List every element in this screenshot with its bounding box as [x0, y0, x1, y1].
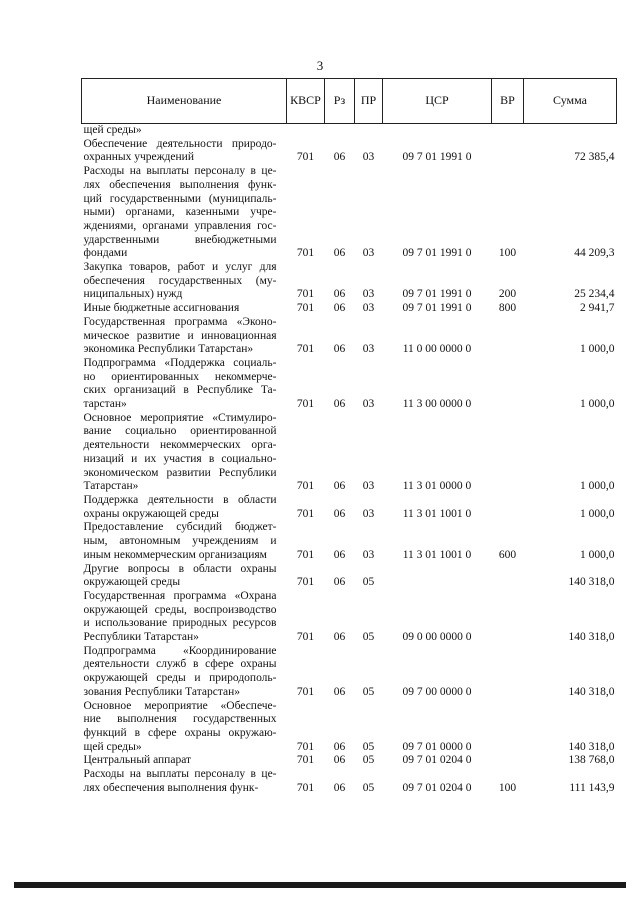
row-pr: 05 — [362, 781, 375, 794]
row-rz: 06 — [333, 754, 346, 767]
row-vr — [492, 138, 524, 165]
row-name-line: Государственная программа «Эконо- — [83, 315, 277, 328]
row-name — [82, 124, 287, 138]
table-row — [82, 645, 617, 700]
row-name-line: Обеспечение деятельности природо- — [83, 137, 277, 150]
row-pr: 03 — [362, 302, 375, 315]
row-name-line: Закупка товаров, работ и услуг для — [83, 261, 277, 274]
row-name-line: щей среды» — [83, 124, 142, 136]
row-name-line: низаций и их участия в социально- — [83, 452, 277, 465]
row-sum: 140 318,0 — [568, 685, 615, 698]
row-pr: 03 — [362, 480, 375, 493]
row-name-line: Подпрограмма «Поддержка социаль- — [83, 356, 277, 369]
row-csr: 11 3 01 1001 0 — [402, 507, 472, 520]
row-name — [82, 700, 287, 755]
row-name-line: Иные бюджетные ассигнования — [83, 302, 240, 315]
row-vr — [492, 700, 524, 755]
row-vr — [492, 357, 524, 412]
row-vr — [492, 316, 524, 357]
row-sum: 1 000,0 — [580, 398, 615, 411]
row-name-line: Предоставление субсидий бюджет- — [83, 521, 277, 534]
row-sum — [524, 124, 617, 138]
row-name-line: Основное мероприятие «Стимулиро- — [83, 411, 277, 424]
budget-table-wrapper — [81, 78, 616, 795]
row-vr: 600 — [498, 548, 517, 561]
table-row — [82, 768, 617, 795]
row-sum: 25 234,4 — [574, 288, 615, 301]
row-vr — [492, 563, 524, 590]
row-kvsr: 701 — [296, 740, 315, 753]
table-row — [82, 754, 617, 768]
table-row — [82, 521, 617, 562]
row-rz: 06 — [333, 685, 346, 698]
row-csr: 09 7 01 1991 0 — [402, 151, 472, 164]
row-pr: 05 — [362, 740, 375, 753]
row-name-line: и использование природных ресурсов — [83, 617, 277, 630]
row-name-line: охранных учреждений — [83, 151, 194, 164]
row-kvsr: 701 — [296, 288, 315, 301]
row-csr: 11 3 01 1001 0 — [402, 548, 472, 561]
row-vr — [492, 754, 524, 768]
row-csr: 11 3 00 0000 0 — [402, 398, 472, 411]
row-sum: 140 318,0 — [568, 631, 615, 644]
row-name — [82, 316, 287, 357]
row-csr: 09 7 01 1991 0 — [402, 302, 472, 315]
row-sum: 2 941,7 — [580, 302, 615, 315]
table-row — [82, 124, 617, 138]
row-name-line: ниципальных) нужд — [83, 288, 183, 301]
table-row — [82, 590, 617, 645]
row-name-line: ций государственными (муниципаль- — [83, 192, 277, 205]
row-rz — [325, 124, 355, 138]
row-csr: 11 3 01 0000 0 — [402, 480, 472, 493]
row-kvsr: 701 — [296, 480, 315, 493]
row-name-line: щей среды» — [83, 740, 142, 753]
header-csr: ЦСР — [383, 79, 492, 124]
row-csr: 09 0 00 0000 0 — [402, 631, 472, 644]
row-vr: 800 — [498, 302, 517, 315]
row-csr: 11 0 00 0000 0 — [402, 343, 472, 356]
row-sum: 1 000,0 — [580, 343, 615, 356]
row-pr: 03 — [362, 398, 375, 411]
table-row — [82, 302, 617, 316]
row-pr: 03 — [362, 507, 375, 520]
row-csr — [383, 124, 492, 138]
row-rz: 06 — [333, 288, 346, 301]
row-name — [82, 563, 287, 590]
row-name-line: вание социально ориентированной — [83, 425, 277, 438]
row-rz: 06 — [333, 631, 346, 644]
row-kvsr: 701 — [296, 631, 315, 644]
table-row — [82, 494, 617, 521]
row-rz: 06 — [333, 576, 346, 589]
header-sum: Сумма — [524, 79, 617, 124]
row-name — [82, 261, 287, 302]
row-vr — [492, 590, 524, 645]
row-name — [82, 412, 287, 494]
row-kvsr — [287, 124, 325, 138]
row-sum: 138 768,0 — [568, 754, 615, 767]
row-name-line: обеспечения государственных (му- — [83, 274, 277, 287]
row-vr: 200 — [498, 288, 517, 301]
row-name-line: мическое развитие и инновационная — [83, 329, 277, 342]
row-pr: 03 — [362, 548, 375, 561]
row-kvsr: 701 — [296, 548, 315, 561]
row-kvsr: 701 — [296, 247, 315, 260]
row-name — [82, 645, 287, 700]
row-name-line: Центральный аппарат — [83, 754, 192, 767]
table-row — [82, 700, 617, 755]
row-name-line: Основное мероприятие «Обеспече- — [83, 699, 277, 712]
row-name — [82, 521, 287, 562]
row-name-line: ских организаций в Республике Та- — [83, 384, 277, 397]
row-csr: 09 7 01 1991 0 — [402, 288, 472, 301]
row-pr: 03 — [362, 288, 375, 301]
row-vr — [492, 412, 524, 494]
row-name-line: Расходы на выплаты персоналу в це- — [83, 768, 277, 781]
header-vr: ВР — [492, 79, 524, 124]
row-vr — [492, 494, 524, 521]
row-kvsr: 701 — [296, 302, 315, 315]
row-sum: 140 318,0 — [568, 740, 615, 753]
row-vr — [492, 124, 524, 138]
row-sum: 1 000,0 — [580, 548, 615, 561]
header-rz: Рз — [325, 79, 355, 124]
page-number: 3 — [316, 58, 324, 73]
table-row — [82, 563, 617, 590]
row-name-line: но ориентированных некоммерче- — [83, 370, 277, 383]
row-pr: 03 — [362, 343, 375, 356]
row-sum: 111 143,9 — [569, 781, 615, 794]
row-name-line: Другие вопросы в области охраны — [83, 562, 277, 575]
row-rz: 06 — [333, 398, 346, 411]
row-name-line: иным некоммерческим организациям — [83, 548, 267, 561]
row-kvsr: 701 — [296, 685, 315, 698]
row-name — [82, 165, 287, 261]
row-sum: 1 000,0 — [580, 480, 615, 493]
row-rz: 06 — [333, 781, 346, 794]
row-name-line: Татарстан» — [83, 480, 139, 493]
row-rz: 06 — [333, 302, 346, 315]
row-name-line: функций в сфере охраны окружаю- — [83, 726, 277, 739]
row-name-line: охраны окружающей среды — [83, 507, 219, 520]
row-name-line: Поддержка деятельности в области — [83, 493, 277, 506]
row-csr: 09 7 01 0204 0 — [402, 781, 472, 794]
row-name-line: зования Республики Татарстан» — [83, 685, 240, 698]
header-name: Наименование — [82, 79, 287, 124]
table-row — [82, 261, 617, 302]
row-name-line: фондами — [83, 247, 128, 260]
row-vr: 100 — [498, 247, 517, 260]
row-name-line: окружающей среды — [83, 576, 181, 589]
row-kvsr: 701 — [296, 576, 315, 589]
row-kvsr: 701 — [296, 507, 315, 520]
row-name-line: тарстан» — [83, 398, 127, 411]
row-name-line: Республики Татарстан» — [83, 631, 199, 644]
row-kvsr: 701 — [296, 151, 315, 164]
row-vr — [492, 645, 524, 700]
row-vr: 100 — [498, 781, 517, 794]
table-header — [82, 79, 617, 124]
row-rz: 06 — [333, 548, 346, 561]
table-row — [82, 357, 617, 412]
row-name-line: ным, автономным учреждениям и — [83, 535, 277, 548]
row-pr: 05 — [362, 631, 375, 644]
row-rz: 06 — [333, 151, 346, 164]
row-csr: 09 7 01 1991 0 — [402, 247, 472, 260]
row-pr: 03 — [362, 151, 375, 164]
row-rz: 06 — [333, 480, 346, 493]
row-name — [82, 302, 287, 316]
row-name-line: лях обеспечения выполнения функ- — [83, 781, 259, 794]
row-pr: 03 — [362, 247, 375, 260]
row-name-line: окружающей среды, воспроизводство — [83, 603, 277, 616]
row-rz: 06 — [333, 247, 346, 260]
row-csr — [383, 563, 492, 590]
row-name-line: ние выполнения государственных — [83, 713, 277, 726]
row-name-line: ждениями, органами управления гос- — [83, 219, 277, 232]
row-name-line: экономическом развитии Республики — [83, 466, 277, 479]
row-name — [82, 357, 287, 412]
row-sum: 44 209,3 — [574, 247, 615, 260]
row-pr: 05 — [362, 576, 375, 589]
row-kvsr: 701 — [296, 343, 315, 356]
row-csr: 09 7 00 0000 0 — [402, 685, 472, 698]
row-kvsr: 701 — [296, 398, 315, 411]
row-name-line: ударственными внебюджетными — [83, 233, 277, 246]
row-name — [82, 768, 287, 795]
row-pr — [355, 124, 383, 138]
row-csr: 09 7 01 0000 0 — [402, 740, 472, 753]
row-csr: 09 7 01 0204 0 — [402, 754, 472, 767]
row-name — [82, 754, 287, 768]
row-pr: 05 — [362, 685, 375, 698]
header-kvsr: КВСР — [287, 79, 325, 124]
table-row — [82, 165, 617, 261]
row-name-line: Государственная программа «Охрана — [83, 589, 277, 602]
table-row — [82, 316, 617, 357]
row-name-line: лях обеспечения выполнения функ- — [83, 178, 277, 191]
row-name — [82, 590, 287, 645]
row-name-line: деятельности служб в сфере охраны — [83, 658, 277, 671]
row-rz: 06 — [333, 507, 346, 520]
row-sum: 140 318,0 — [568, 576, 615, 589]
table-row — [82, 138, 617, 165]
row-kvsr: 701 — [296, 754, 315, 767]
row-name-line: деятельности некоммерческих орга- — [83, 439, 277, 452]
row-name — [82, 138, 287, 165]
row-pr: 05 — [362, 754, 375, 767]
row-name-line: окружающей среды и природополь- — [83, 672, 277, 685]
row-kvsr: 701 — [296, 781, 315, 794]
table-body — [82, 124, 617, 796]
row-sum: 1 000,0 — [580, 507, 615, 520]
row-name-line: ными) органами, казенными учре- — [83, 206, 277, 219]
row-name-line: экономика Республики Татарстан» — [83, 343, 254, 356]
row-sum: 72 385,4 — [574, 151, 615, 164]
scan-edge-bar — [14, 882, 626, 888]
budget-table — [81, 78, 617, 795]
header-pr: ПР — [355, 79, 383, 124]
table-row — [82, 412, 617, 494]
row-name-line: Подпрограмма «Координирование — [83, 644, 277, 657]
row-name — [82, 494, 287, 521]
row-rz: 06 — [333, 343, 346, 356]
row-name-line: Расходы на выплаты персоналу в це- — [83, 165, 277, 178]
row-rz: 06 — [333, 740, 346, 753]
